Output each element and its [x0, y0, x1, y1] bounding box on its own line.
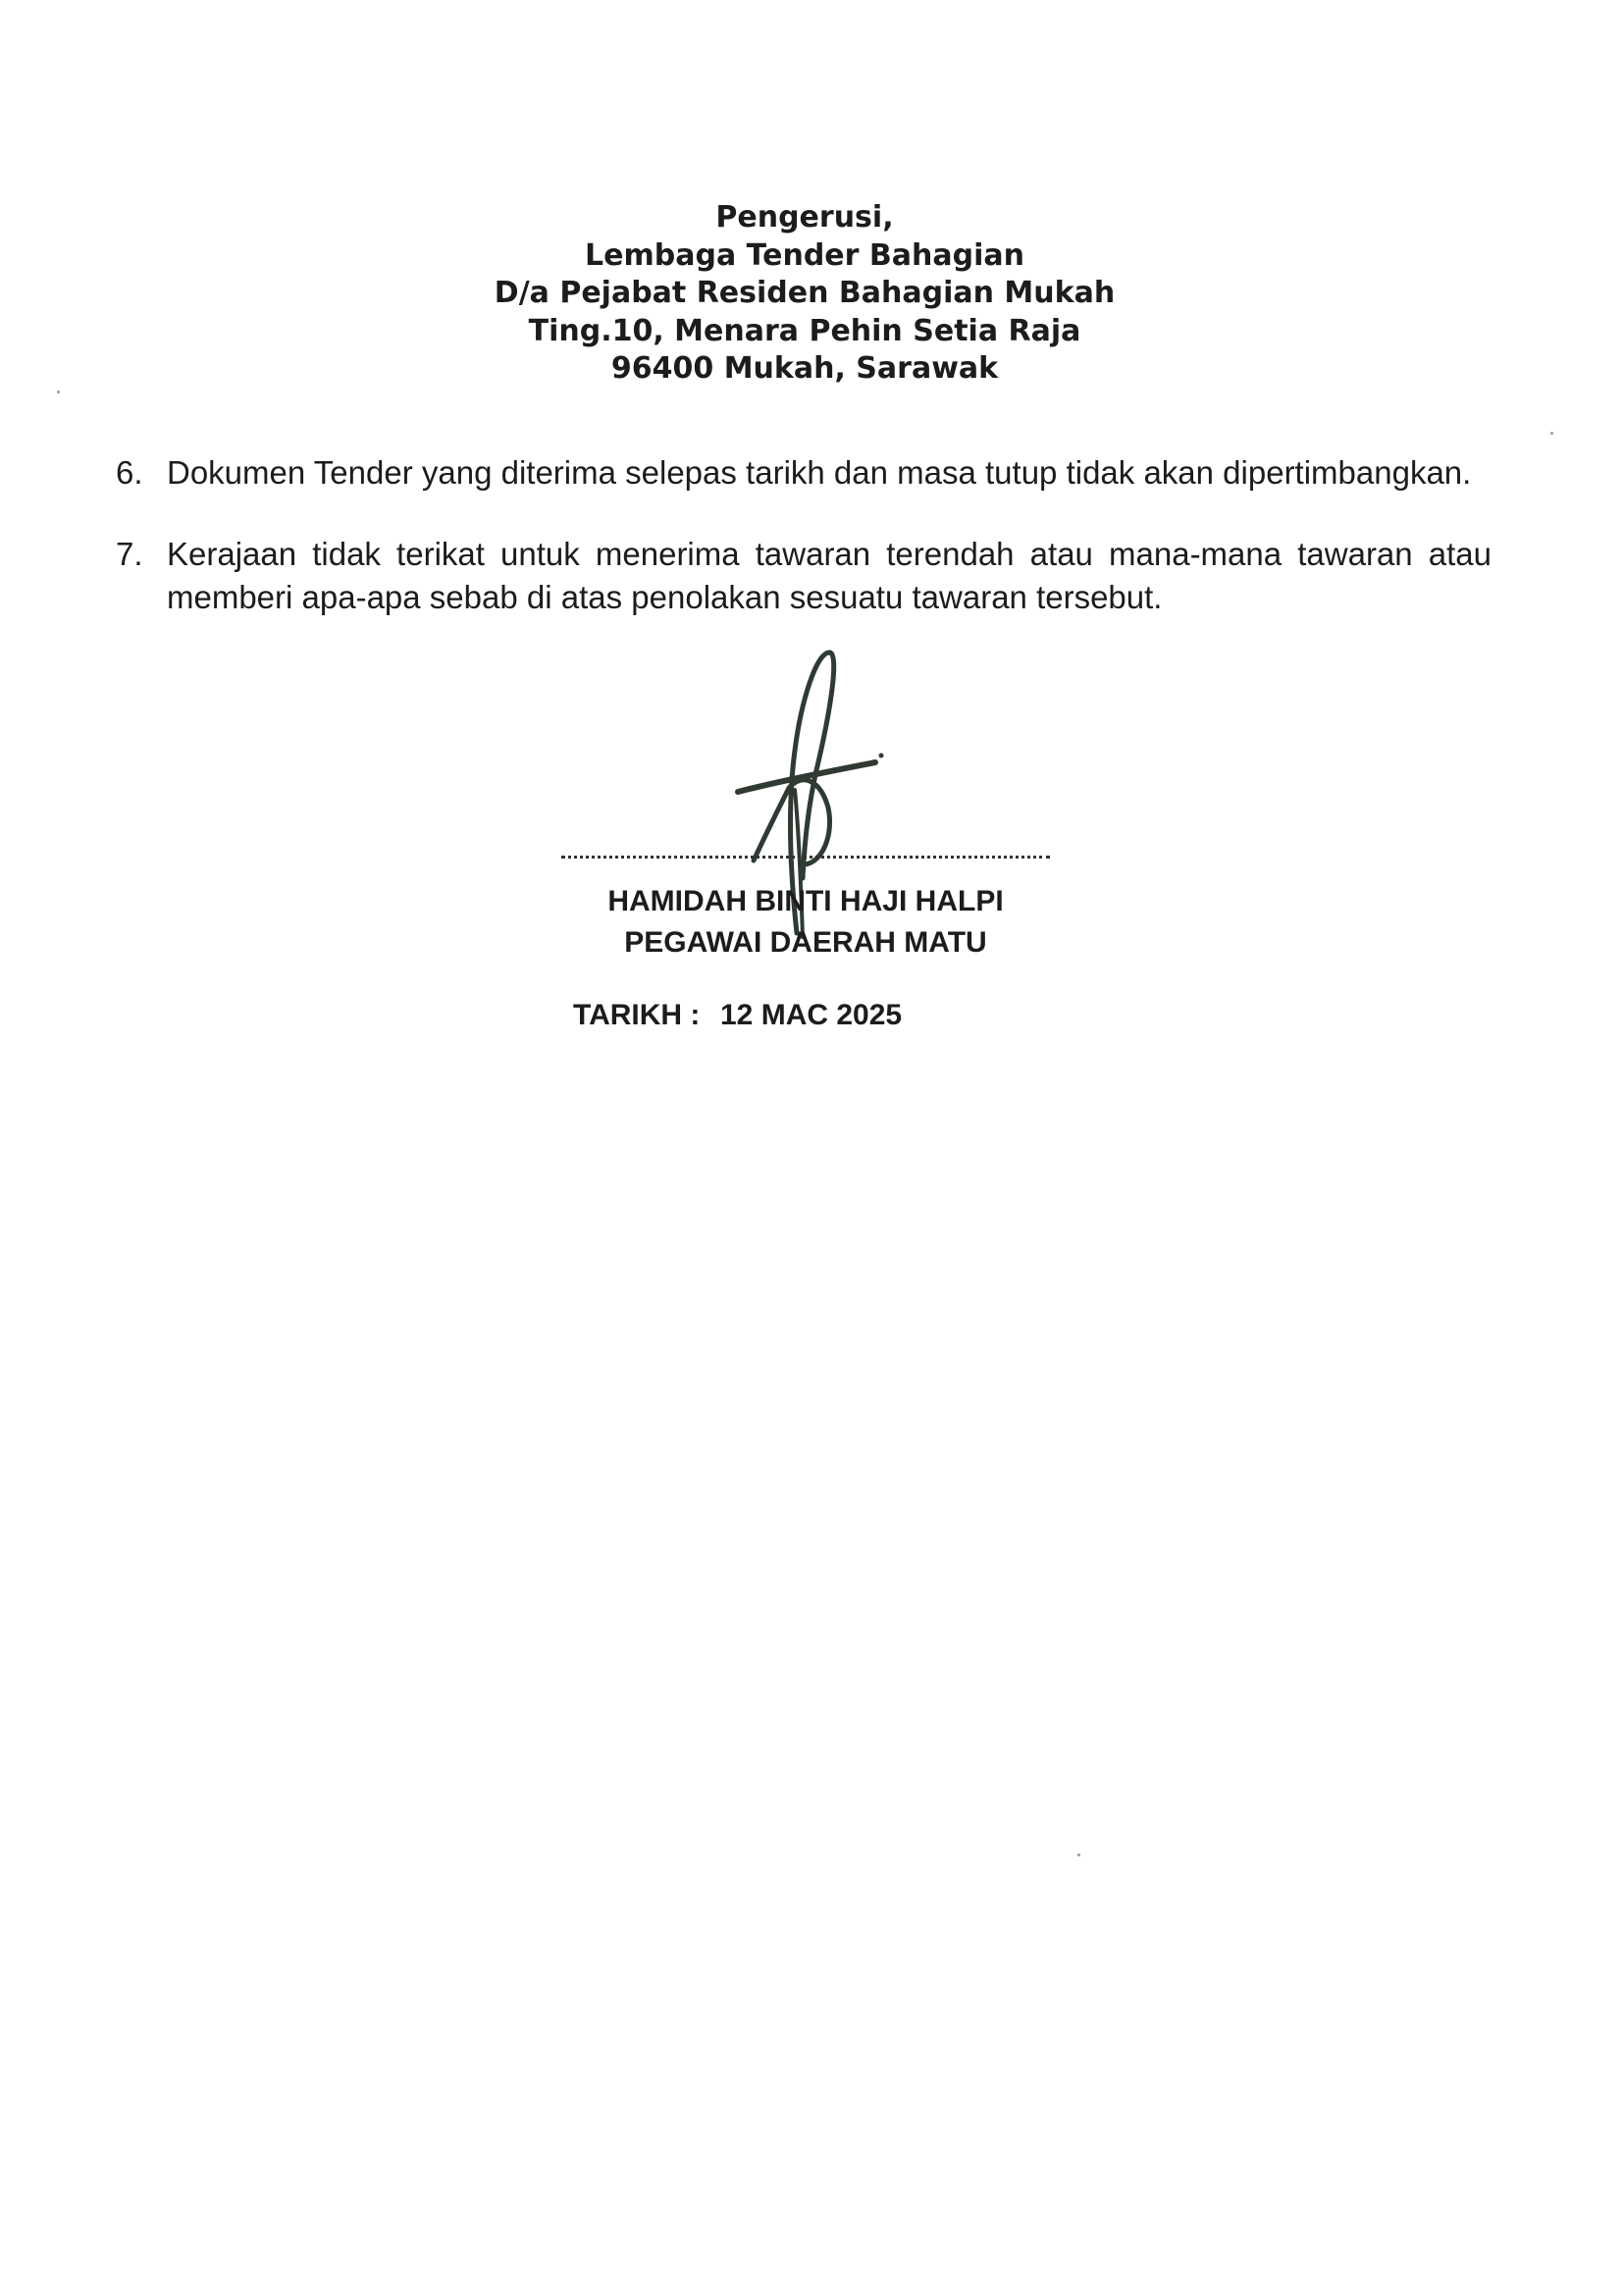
address-line-postcode: 96400 Mukah, Sarawak: [610, 351, 999, 386]
clause-text: Kerajaan tidak terikat untuk menerima tawaran terendah atau mana-mana tawaran atau memberi apa-apa sebab di atas penolakan sesuatu tawaran tersebut.: [167, 536, 1492, 615]
date-label: TARIKH :: [573, 999, 701, 1031]
scan-speck: [1077, 1853, 1080, 1856]
clause-6: [116, 451, 1490, 495]
date-value: 12 MAC 2025: [720, 999, 903, 1031]
address-line-care-of: D/a Pejabat Residen Bahagian Mukah: [494, 276, 1116, 310]
signature-line: [561, 856, 1050, 859]
date-row: [573, 996, 902, 1035]
clause-text: Dokumen Tender yang diterima selepas tarikh dan masa tutup tidak akan dipertimbangkan.: [167, 454, 1472, 491]
address-line-building: Ting.10, Menara Pehin Setia Raja: [528, 313, 1081, 348]
signature-dot: [879, 754, 884, 758]
clause-number: 6.: [116, 454, 143, 491]
signatory-title: PEGAWAI DAERAH MATU: [624, 926, 987, 959]
signatory-name: HAMIDAH BINTI HAJI HALPI: [607, 885, 1004, 917]
clause-number: 7.: [116, 536, 143, 572]
scan-speck: [57, 391, 60, 393]
address-line-organization: Lembaga Tender Bahagian: [585, 237, 1024, 273]
address-line-recipient: Pengerusi,: [715, 200, 894, 235]
signatory-block: [561, 881, 1050, 964]
clause-7: [116, 533, 1492, 619]
scan-speck: [1550, 432, 1553, 435]
signature-cross-stroke: [738, 762, 875, 792]
address-block: [0, 199, 1609, 389]
